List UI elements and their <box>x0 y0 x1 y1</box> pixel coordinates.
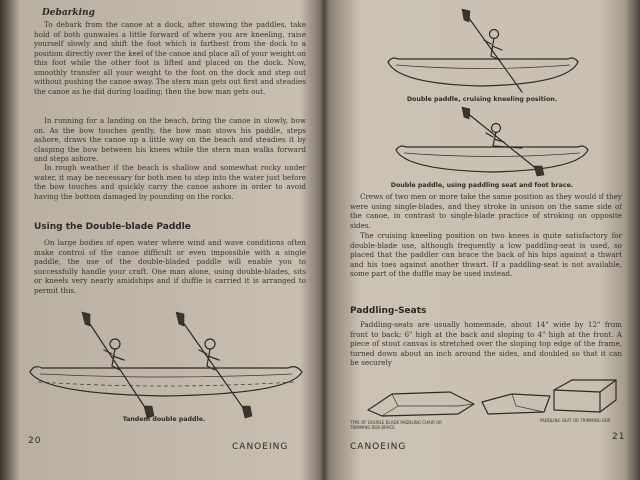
debarking-paragraph-2: In running for a landing on the beach, bring the canoe in slowly, bow on. As the bow touches gently, the bow man stows his paddle, steps ashore, draws the canoe up a little way on the beach and steadies it by clasping the bow between his knees while the stern man walks forward and steps ashore. <box>34 116 306 163</box>
left-folio-title: CANOEING <box>232 442 289 452</box>
tandem-figure-caption: Tandem double paddle. <box>122 416 206 423</box>
paddling-seat-brace-illustration <box>392 108 592 186</box>
seat-caption-right: PADDLING SEAT OR TRIMMING BOX <box>540 418 611 423</box>
double-blade-paragraph: On large bodies of open water where wind and wave conditions often make control of the canoe difficult or even impossible with a single paddle, the use of the double-bladed paddle will enable you to successfully handle your craft. One man alone, using double-blades, sits or kneels very nearly amidships and if duffle is carried it is arranged to permit this. <box>34 238 306 295</box>
debarking-paragraph-3: In rough weather if the beach is shallow and somewhat rocky under water, it may be necessary for both men to step into the water just before the bow touches and quickly carry the canoe ashore in order to avoid having the bottom damaged by pounding on the rocks. <box>34 163 306 201</box>
right-page <box>332 0 630 480</box>
right-folio-title: CANOEING <box>350 442 407 452</box>
debarking-heading: Debarking <box>42 8 95 18</box>
paddling-seats-paragraph: Paddling-seats are usually homemade, about 14" wide by 12" from front to back; 6" high at the back and sloping to 4" high at the front. A piece of stout canvas is stretched over the sloping top edge of the frame, turned down about an inch around the sides, and doubled so that it can be securely <box>350 320 622 367</box>
right-paragraph-2: The cruising kneeling position on two knees is quite satisfactory for double-blade use, although frequently a low paddling-seat is used, so placed that the paddler can brace the back of his hips against a thwart and his toes against another thwart. If a paddling-seat is not available, some part of the duffle may be used instead. <box>350 231 622 278</box>
debarking-paragraph-1: To debark from the canoe at a dock, after stowing the paddles, take hold of both gunwales a little forward of where you are kneeling, raise yourself slowly and shift the foot which is farthest from the dock to a position directly over the keel of the canoe and place all of your weight on this foot while the other foot is lifted and placed on the dock. Now, smoothly transfer all your weight to the foot on the dock and step out without pushing the canoe away. The stern man gets out first and steadies the canoe as he did during loading; then the bow man gets out. <box>34 20 306 96</box>
left-page <box>14 0 316 480</box>
seat-caption-left: TYPE OF DOUBLE BLADE PADDLING CHAIR OR TRIMMING BOX BRACE <box>350 420 442 430</box>
right-folio-number: 21 <box>612 432 626 442</box>
left-folio-number: 20 <box>28 436 42 446</box>
tandem-double-paddle-illustration <box>20 310 310 420</box>
trimming-box-illustration <box>550 376 620 416</box>
paddling-seats-heading: Paddling-Seats <box>350 306 427 316</box>
right-paragraph-1: Crews of two men or more take the same position as they would if they were using single-blades, and they stroke in unison on the same side of the canoe, in contrast to single-blade practice of stroking on opposite sides. <box>350 192 622 230</box>
cruising-kneeling-illustration <box>382 12 582 94</box>
paddling-chair-illustration <box>362 384 562 420</box>
double-blade-heading: Using the Double-blade Paddle <box>34 222 191 232</box>
figure1-caption: Double paddle, cruising kneeling position. <box>406 96 558 103</box>
figure2-caption: Double paddle, using paddling seat and foot brace. <box>390 182 574 189</box>
